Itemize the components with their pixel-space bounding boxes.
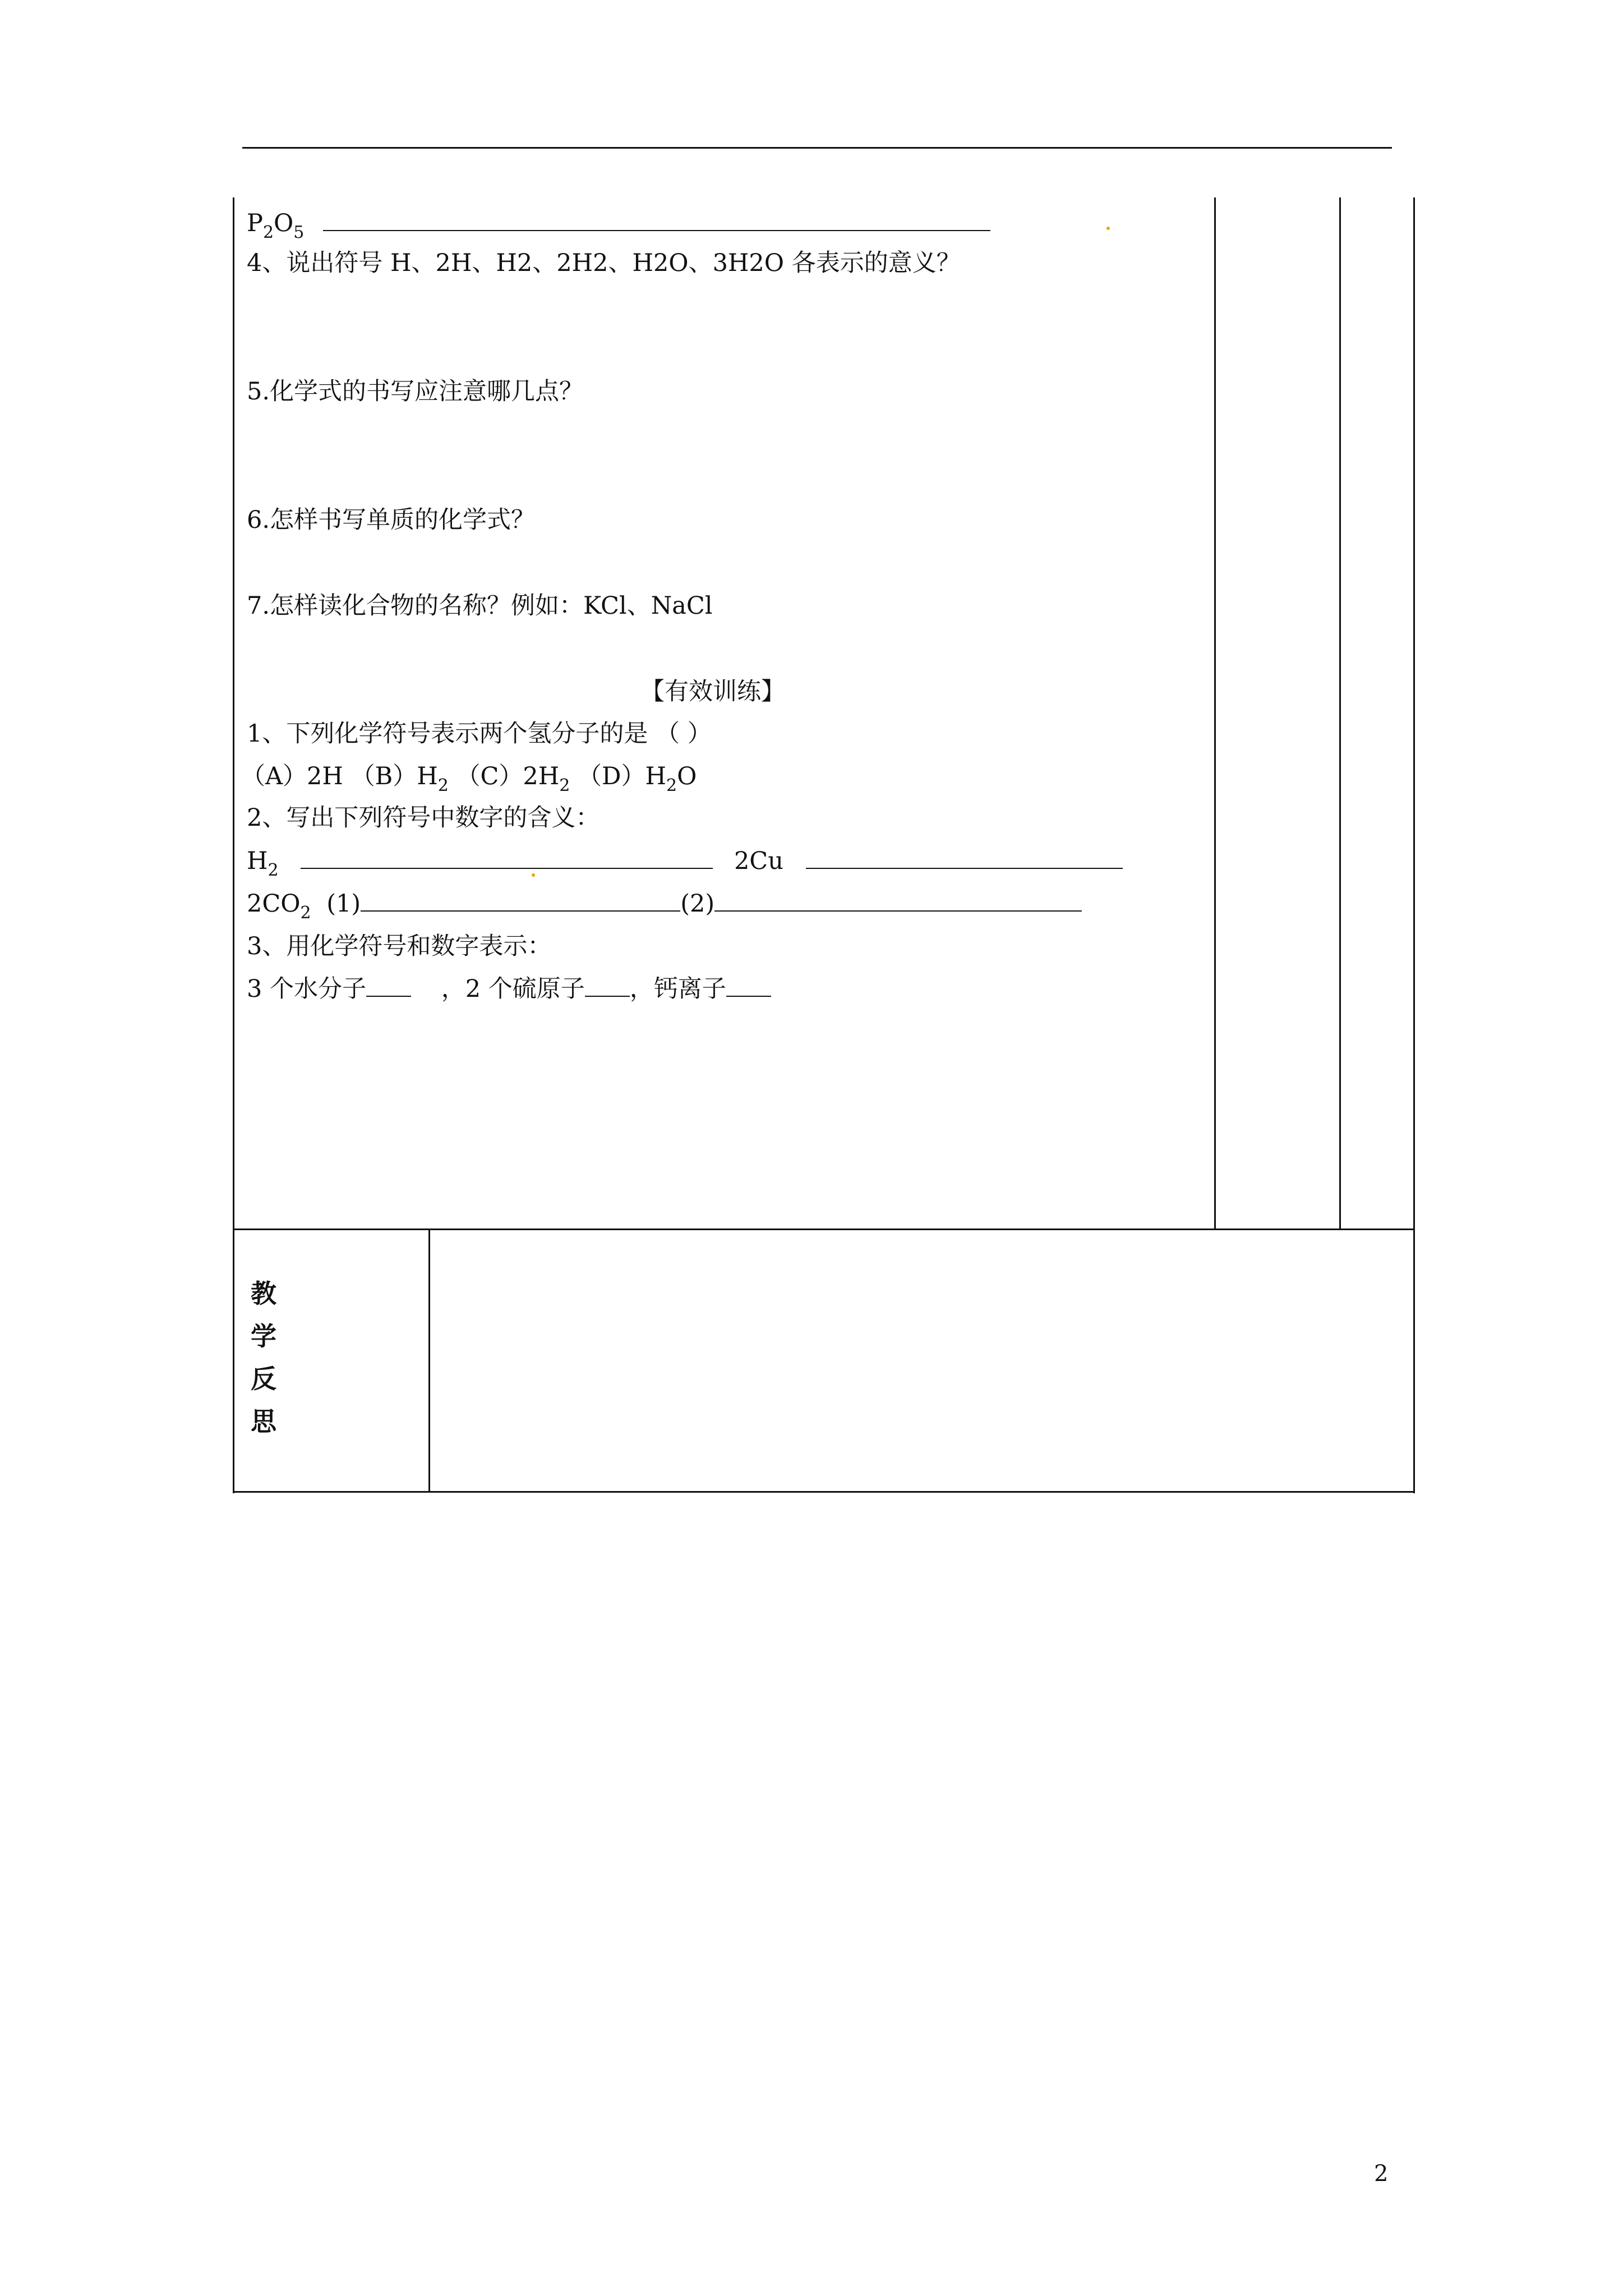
training-q2: 2、写出下列符号中数字的含义： — [247, 804, 600, 832]
training-heading: 【有效训练】 — [640, 678, 785, 706]
answer-blank[interactable] — [301, 846, 713, 869]
reflection-content-area[interactable] — [431, 1231, 1412, 1490]
table-border-right — [1413, 197, 1415, 1493]
option-c[interactable]: $(C)2H_2$ — [456, 762, 570, 795]
question-6: 6.怎样书写单质的化学式？ — [247, 506, 536, 534]
reflection-label — [247, 1272, 280, 1443]
answer-blank[interactable] — [714, 889, 1082, 912]
answer-blank[interactable] — [323, 209, 990, 231]
header-rule — [242, 147, 1392, 149]
training-q3-line: 3 个水分子 ，2 个硫原子 ，钙离子 — [247, 974, 771, 1004]
stray-mark — [1106, 227, 1110, 230]
stray-mark — [532, 873, 535, 877]
table-row-divider — [233, 1228, 1415, 1230]
training-q2-co2-line: $2CO_2$ (1) (2) — [247, 889, 1082, 921]
question-4: 4、说出符号 H、2H、H2、2H2、H2O、3H2O 各表示的意义？ — [247, 249, 961, 277]
p2o5-line: $P_2O_5$ — [247, 209, 990, 241]
reflection-char: 思 — [251, 1406, 276, 1437]
answer-blank[interactable] — [366, 974, 411, 997]
table-border-bottom — [233, 1491, 1415, 1493]
table-border-left — [233, 197, 234, 1493]
reflection-char: 反 — [251, 1364, 276, 1394]
option-b[interactable]: $(B)H_2$ — [351, 762, 449, 795]
table-border-col2 — [1214, 197, 1216, 1230]
question-5: 5.化学式的书写应注意哪几点？ — [247, 378, 584, 406]
answer-blank[interactable] — [726, 974, 771, 997]
answer-blank[interactable] — [806, 846, 1123, 869]
reflection-char: 学 — [251, 1321, 276, 1351]
answer-blank[interactable] — [361, 889, 680, 912]
training-q1-options — [241, 762, 697, 794]
training-q3: 3、用化学符号和数字表示： — [247, 932, 552, 960]
option-a[interactable]: （A）2H — [241, 762, 343, 790]
answer-blank[interactable] — [585, 974, 630, 997]
reflection-label-divider — [428, 1228, 430, 1492]
option-d[interactable]: $(D)H_2O$ — [578, 762, 697, 795]
training-q2-h2-line: $H_2$ 2Cu — [247, 846, 1123, 878]
question-7: 7.怎样读化合物的名称？例如：KCl、NaCl — [247, 592, 713, 620]
reflection-char: 教 — [251, 1278, 276, 1309]
training-q1: 1、下列化学符号表示两个氢分子的是 （ ） — [247, 720, 712, 748]
page-number: 2 — [1374, 2161, 1389, 2187]
table-border-col3 — [1339, 197, 1341, 1230]
